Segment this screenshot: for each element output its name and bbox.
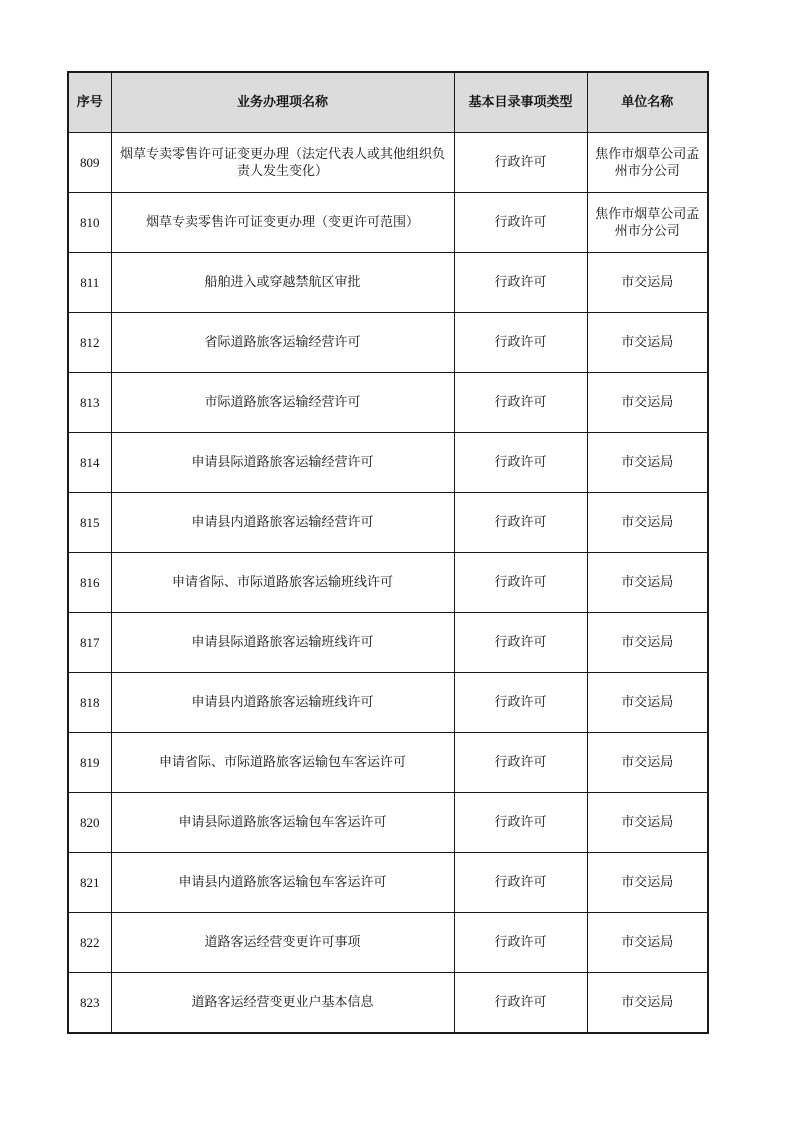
cell-type: 行政许可 — [454, 193, 587, 253]
cell-type: 行政许可 — [454, 853, 587, 913]
cell-seq: 820 — [68, 793, 111, 853]
header-row — [68, 72, 708, 133]
cell-seq: 819 — [68, 733, 111, 793]
cell-unit: 市交运局 — [587, 613, 708, 673]
cell-seq: 815 — [68, 493, 111, 553]
cell-name: 申请县际道路旅客运输经营许可 — [111, 433, 454, 493]
items-table — [67, 71, 709, 1034]
cell-type: 行政许可 — [454, 493, 587, 553]
cell-unit: 市交运局 — [587, 253, 708, 313]
table-row — [68, 193, 708, 253]
table-row — [68, 553, 708, 613]
cell-type: 行政许可 — [454, 373, 587, 433]
cell-seq: 816 — [68, 553, 111, 613]
table-row — [68, 493, 708, 553]
table-row — [68, 853, 708, 913]
cell-unit: 市交运局 — [587, 313, 708, 373]
cell-seq: 811 — [68, 253, 111, 313]
table-header — [68, 72, 708, 133]
cell-seq: 810 — [68, 193, 111, 253]
cell-name: 烟草专卖零售许可证变更办理（变更许可范围） — [111, 193, 454, 253]
cell-unit: 焦作市烟草公司孟州市分公司 — [587, 193, 708, 253]
cell-type: 行政许可 — [454, 433, 587, 493]
table-row — [68, 133, 708, 193]
cell-type: 行政许可 — [454, 673, 587, 733]
cell-name: 省际道路旅客运输经营许可 — [111, 313, 454, 373]
cell-unit: 市交运局 — [587, 793, 708, 853]
cell-type: 行政许可 — [454, 253, 587, 313]
cell-name: 申请县内道路旅客运输班线许可 — [111, 673, 454, 733]
cell-type: 行政许可 — [454, 793, 587, 853]
cell-name: 道路客运经营变更许可事项 — [111, 913, 454, 973]
cell-type: 行政许可 — [454, 613, 587, 673]
cell-name: 船舶进入或穿越禁航区审批 — [111, 253, 454, 313]
cell-type: 行政许可 — [454, 913, 587, 973]
cell-unit: 市交运局 — [587, 853, 708, 913]
cell-name: 申请县际道路旅客运输包车客运许可 — [111, 793, 454, 853]
cell-seq: 809 — [68, 133, 111, 193]
table-row — [68, 373, 708, 433]
cell-seq: 817 — [68, 613, 111, 673]
header-unit: 单位名称 — [587, 72, 708, 133]
table-row — [68, 253, 708, 313]
cell-seq: 822 — [68, 913, 111, 973]
header-seq: 序号 — [68, 72, 111, 133]
cell-unit: 市交运局 — [587, 973, 708, 1034]
cell-seq: 813 — [68, 373, 111, 433]
cell-name: 申请县际道路旅客运输班线许可 — [111, 613, 454, 673]
cell-name: 申请省际、市际道路旅客运输班线许可 — [111, 553, 454, 613]
header-name: 业务办理项名称 — [111, 72, 454, 133]
cell-type: 行政许可 — [454, 313, 587, 373]
cell-name: 申请县内道路旅客运输包车客运许可 — [111, 853, 454, 913]
table-row — [68, 433, 708, 493]
cell-seq: 814 — [68, 433, 111, 493]
cell-unit: 市交运局 — [587, 673, 708, 733]
cell-unit: 市交运局 — [587, 553, 708, 613]
cell-type: 行政许可 — [454, 973, 587, 1034]
table-row — [68, 913, 708, 973]
table-row — [68, 313, 708, 373]
cell-type: 行政许可 — [454, 133, 587, 193]
cell-name: 烟草专卖零售许可证变更办理（法定代表人或其他组织负责人发生变化） — [111, 133, 454, 193]
cell-unit: 市交运局 — [587, 913, 708, 973]
table-row — [68, 673, 708, 733]
cell-unit: 市交运局 — [587, 733, 708, 793]
cell-type: 行政许可 — [454, 733, 587, 793]
cell-seq: 821 — [68, 853, 111, 913]
header-type: 基本目录事项类型 — [454, 72, 587, 133]
cell-unit: 市交运局 — [587, 433, 708, 493]
cell-name: 申请县内道路旅客运输经营许可 — [111, 493, 454, 553]
table-body — [68, 133, 708, 1034]
table-row — [68, 793, 708, 853]
cell-unit: 市交运局 — [587, 373, 708, 433]
cell-name: 申请省际、市际道路旅客运输包车客运许可 — [111, 733, 454, 793]
table-row — [68, 973, 708, 1034]
cell-seq: 812 — [68, 313, 111, 373]
cell-seq: 818 — [68, 673, 111, 733]
cell-name: 市际道路旅客运输经营许可 — [111, 373, 454, 433]
cell-seq: 823 — [68, 973, 111, 1034]
table-row — [68, 613, 708, 673]
table-row — [68, 733, 708, 793]
cell-type: 行政许可 — [454, 553, 587, 613]
cell-unit: 焦作市烟草公司孟州市分公司 — [587, 133, 708, 193]
cell-unit: 市交运局 — [587, 493, 708, 553]
cell-name: 道路客运经营变更业户基本信息 — [111, 973, 454, 1034]
